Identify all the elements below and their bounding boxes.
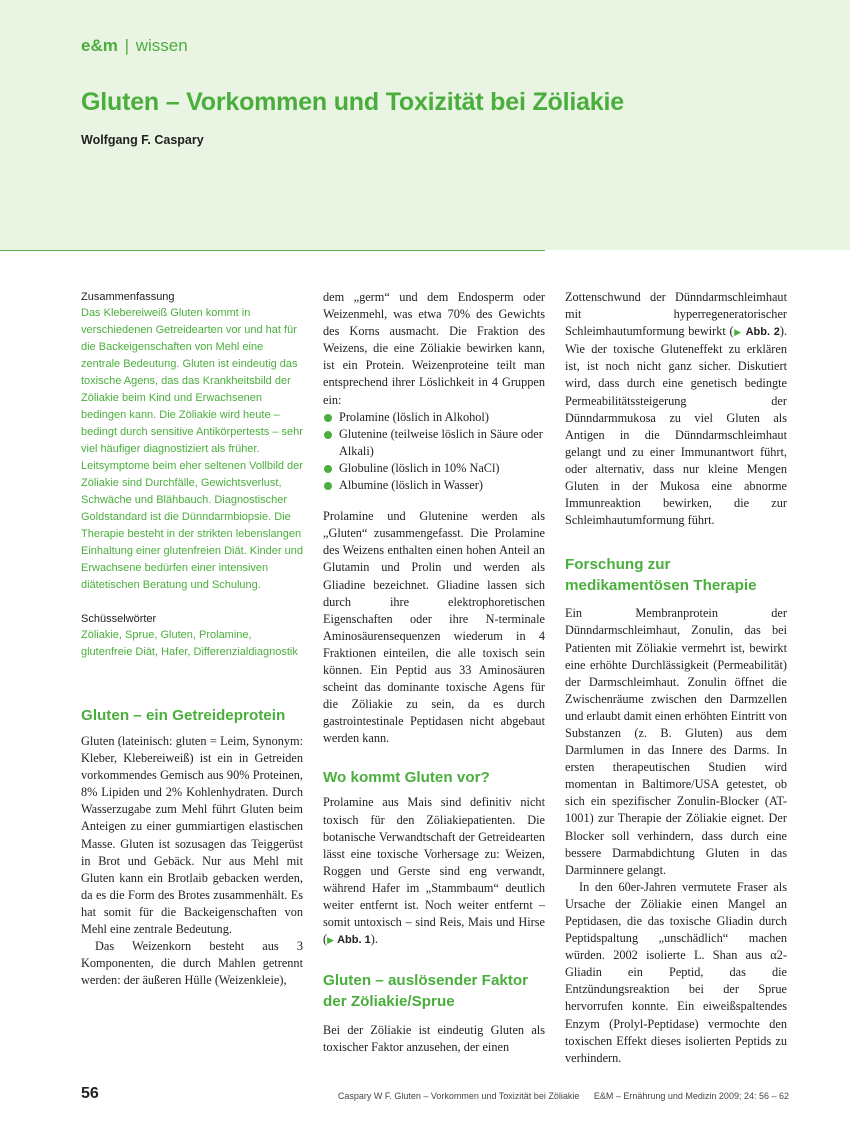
header-rule: [0, 250, 545, 251]
abstract-text: Das Klebereiweiß Gluten kommt in verschiedenen Getreidearten vor und hat für die Backeigenschaften von Mehl eine zentrale Bedeutung. Gluten ist eindeutig das toxische Agens, das das Krankheitsbild der Zöliakie beim Kind und Erwachsenen bedingen kann. Die Zöliakie wird heute – bedingt durch sensitive Antikörpertests – sehr viel häufiger diagnostiziert als früher. Leitsymptome beim eher seltenen Vollbild der Zöliakie sind Durchfälle, Gewichtsverlust, Schwäche und Blähbauch. Diagnostischer Goldstandard ist die Dünndarmbiopsie. Die Therapie besteht in der strikten lebenslangen Einhaltung einer glutenfreien Diät. Kinder und Erwachsene bedürfen einer intensiven diätetischen Beratung und Schulung.: [81, 307, 303, 591]
list-item: Albumine (löslich in Wasser): [323, 477, 545, 494]
arrow-right-icon: ▶: [327, 935, 335, 946]
journal-reference: E&M – Ernährung und Medizin 2009; 24: 56 – 62: [593, 1091, 789, 1101]
paragraph: Ein Membranprotein der Dünndarmschleimhaut, Zonulin, das bei Patienten mit Zöliakie vermehrt ist, bewirkt eine erhöhte Durchlässigkeit (Permeabilität) der Darmschleimhaut. Zonulin öffnet die Zwischenräume zwischen den Darmzellen und erlaubt damit einen erhöhten Eintritt von Substanzen (z. B. Gluten) aus dem Darmlumen in das Innere des Darms. In ersten therapeutischen Studien wird momentan in Baltimore/USA getestet, ob sich ein spezifischer Zonulin-Blocker (AT-1001) zur Therapie der Zöliakie eignet. Der Blocker soll verhindern, dass durch eine bessere Darmabdichtung Gluten in das Darminnere gelangt.: [565, 606, 787, 877]
paragraph: Gluten (lateinisch: gluten = Leim, Synonym: Kleber, Klebereiweiß) ist ein in Getreiden vorkommendes Gemisch aus 90% Proteinen, 8% Lipiden und 2% Kohlenhydraten. Durch Wasserzugabe zum Mehl führt Gluten beim Anteigen zu einer gummiartigen elastischen Masse. Gluten ist sozusagen das Teiggerüst in Brot und Gebäck. Nur aus Mehl mit Gluten kann ein Brotlaib gebacken werden, da es die Form des Brotes zusammenhält. Es hat somit für die Backeigenschaften von Mehl eine zentrale Bedeutung.: [81, 734, 303, 937]
abstract-heading: Zusammenfassung: [81, 291, 175, 303]
section-heading-vorkommen: Wo kommt Gluten vor?: [323, 769, 490, 787]
protein-group-list: [323, 409, 545, 494]
bullet-icon: [324, 431, 332, 439]
column-3: [565, 289, 787, 1067]
paragraph: Das Weizenkorn besteht aus 3 Komponenten, die durch Mahlen getrennt werden: der äußeren Hülle (Weizenkleie),: [81, 939, 303, 988]
footer-citation: [338, 1091, 789, 1101]
figure-reference-abb-2[interactable]: Abb. 2: [745, 326, 780, 339]
keywords-heading: Schüsselwörter: [81, 613, 157, 625]
citation-text: Caspary W F. Gluten – Vorkommen und Toxizität bei Zöliakie: [337, 1091, 580, 1101]
paragraph: Zottenschwund der Dünndarmschleimhaut mit hyperregeneratorischer Schleimhautumformung bewirkt (▶ Abb. 2). Wie der toxische Gluteneffekt zu erklären ist, ist noch nicht ganz sicher. Diskutiert wird, dass durch eine genetisch bedingte Permeabilitätssteigerung der Dünndarmmukosa zu viel Gluten als Antigen in die Dünndarmschleimhaut gelangt und zu einer Immunantwort führt, oder alternativ, dass nur kleine Mengen Gluten in der Mukosa eine abnorme Immunreaktion bewirken, die zur Schleimhautumformung führt.: [565, 290, 788, 528]
paragraph: Bei der Zöliakie ist eindeutig Gluten als toxischer Faktor anzusehen, der einen: [323, 1023, 545, 1055]
paragraph: Prolamine und Glutenine werden als „Gluten“ zusammengefasst. Die Prolamine des Weizens enthalten einen hohen Anteil an Glutamin und Prolin und werden als Gliadine bezeichnet. Gliadine lassen sich durch ihre elektrophoretischen Eigenschaften oder ihre N-terminale Aminosäurensequenzen wiederum in 4 Fraktionen einteilen, die alle toxisch sein können. Ein Peptid aus 33 Aminosäuren scheint das dominante toxische Agens für die Zöliakie zu sein, da es durch gastrointestinale Peptidasen nicht abgebaut werden kann.: [323, 509, 545, 746]
keywords-text: Zöliakie, Sprue, Gluten, Prolamine, glutenfreie Diät, Hafer, Differenzialdiagnostik: [81, 629, 298, 658]
paragraph: Prolamine aus Mais sind definitiv nicht toxisch für den Zöliakiepatienten. Die botanische Verwandtschaft der Getreidearten lässt eine toxische Vorhersage zu: Weizen, Roggen und Gerste sind eng verwandt, während Hafer im „Stammbaum“ deutlich weiter entfernt ist. Noch weiter entfernt – somit untoxisch – sind Reis, Mais und Hirse (▶ Abb. 1).: [323, 795, 545, 947]
paragraph: In den 60er-Jahren vermutete Fraser als Ursache der Zöliakie einen Mangel an Peptidasen, die das toxische Gliadin durch Peptidspaltung „unschädlich“ machen würden. 2002 isolierte L. Shan aus α2-Gliadin ein Peptid, das die Entzündungsreaktion bei der Sprue hervorrufen konnte. Ein eiweißspaltendes Enzym (Prolyl-Peptidase) vermochte den toxischen Effekt dieses isolierten Peptids zu verhindern.: [565, 879, 787, 1065]
section-heading-getreideprotein: Gluten – ein Getreideprotein: [81, 707, 286, 724]
column-1: [81, 289, 303, 989]
arrow-right-icon: ▶: [733, 327, 742, 338]
list-item: Globuline (löslich in 10% NaCl): [323, 460, 545, 477]
journal-brand: e&m: [81, 36, 118, 55]
section-name: wissen: [135, 36, 188, 55]
bullet-icon: [324, 482, 332, 490]
list-item: Glutenine (teilweise löslich in Säure oder Alkali): [323, 426, 545, 460]
figure-reference-abb-1[interactable]: Abb. 1: [337, 934, 371, 947]
paragraph: dem „germ“ und dem Endosperm oder Weizenmehl, was etwa 70% des Gewichts des Korns ausmacht. Die Fraktion des Weizens, die eine Zöliakie bewirken kann, ist ein Protein. Weizenproteine teilt man entsprechend ihrer Löslichkeit in 4 Gruppen ein:: [323, 290, 545, 407]
section-heading-faktor: Gluten – auslösender Faktor der Zöliakie/Sprue: [323, 972, 529, 1011]
section-tag: [81, 36, 188, 56]
article-author: Wolfgang F. Caspary: [81, 133, 204, 147]
page-number: 56: [81, 1085, 99, 1102]
bullet-icon: [324, 465, 332, 473]
article-title: Gluten – Vorkommen und Toxizität bei Zöliakie: [81, 88, 624, 116]
list-item: Prolamine (löslich in Alkohol): [323, 409, 545, 426]
section-separator: |: [124, 36, 130, 55]
section-heading-therapie: Forschung zur medikamentösen Therapie: [565, 556, 757, 595]
bullet-icon: [324, 414, 332, 422]
column-2: [323, 289, 545, 1056]
